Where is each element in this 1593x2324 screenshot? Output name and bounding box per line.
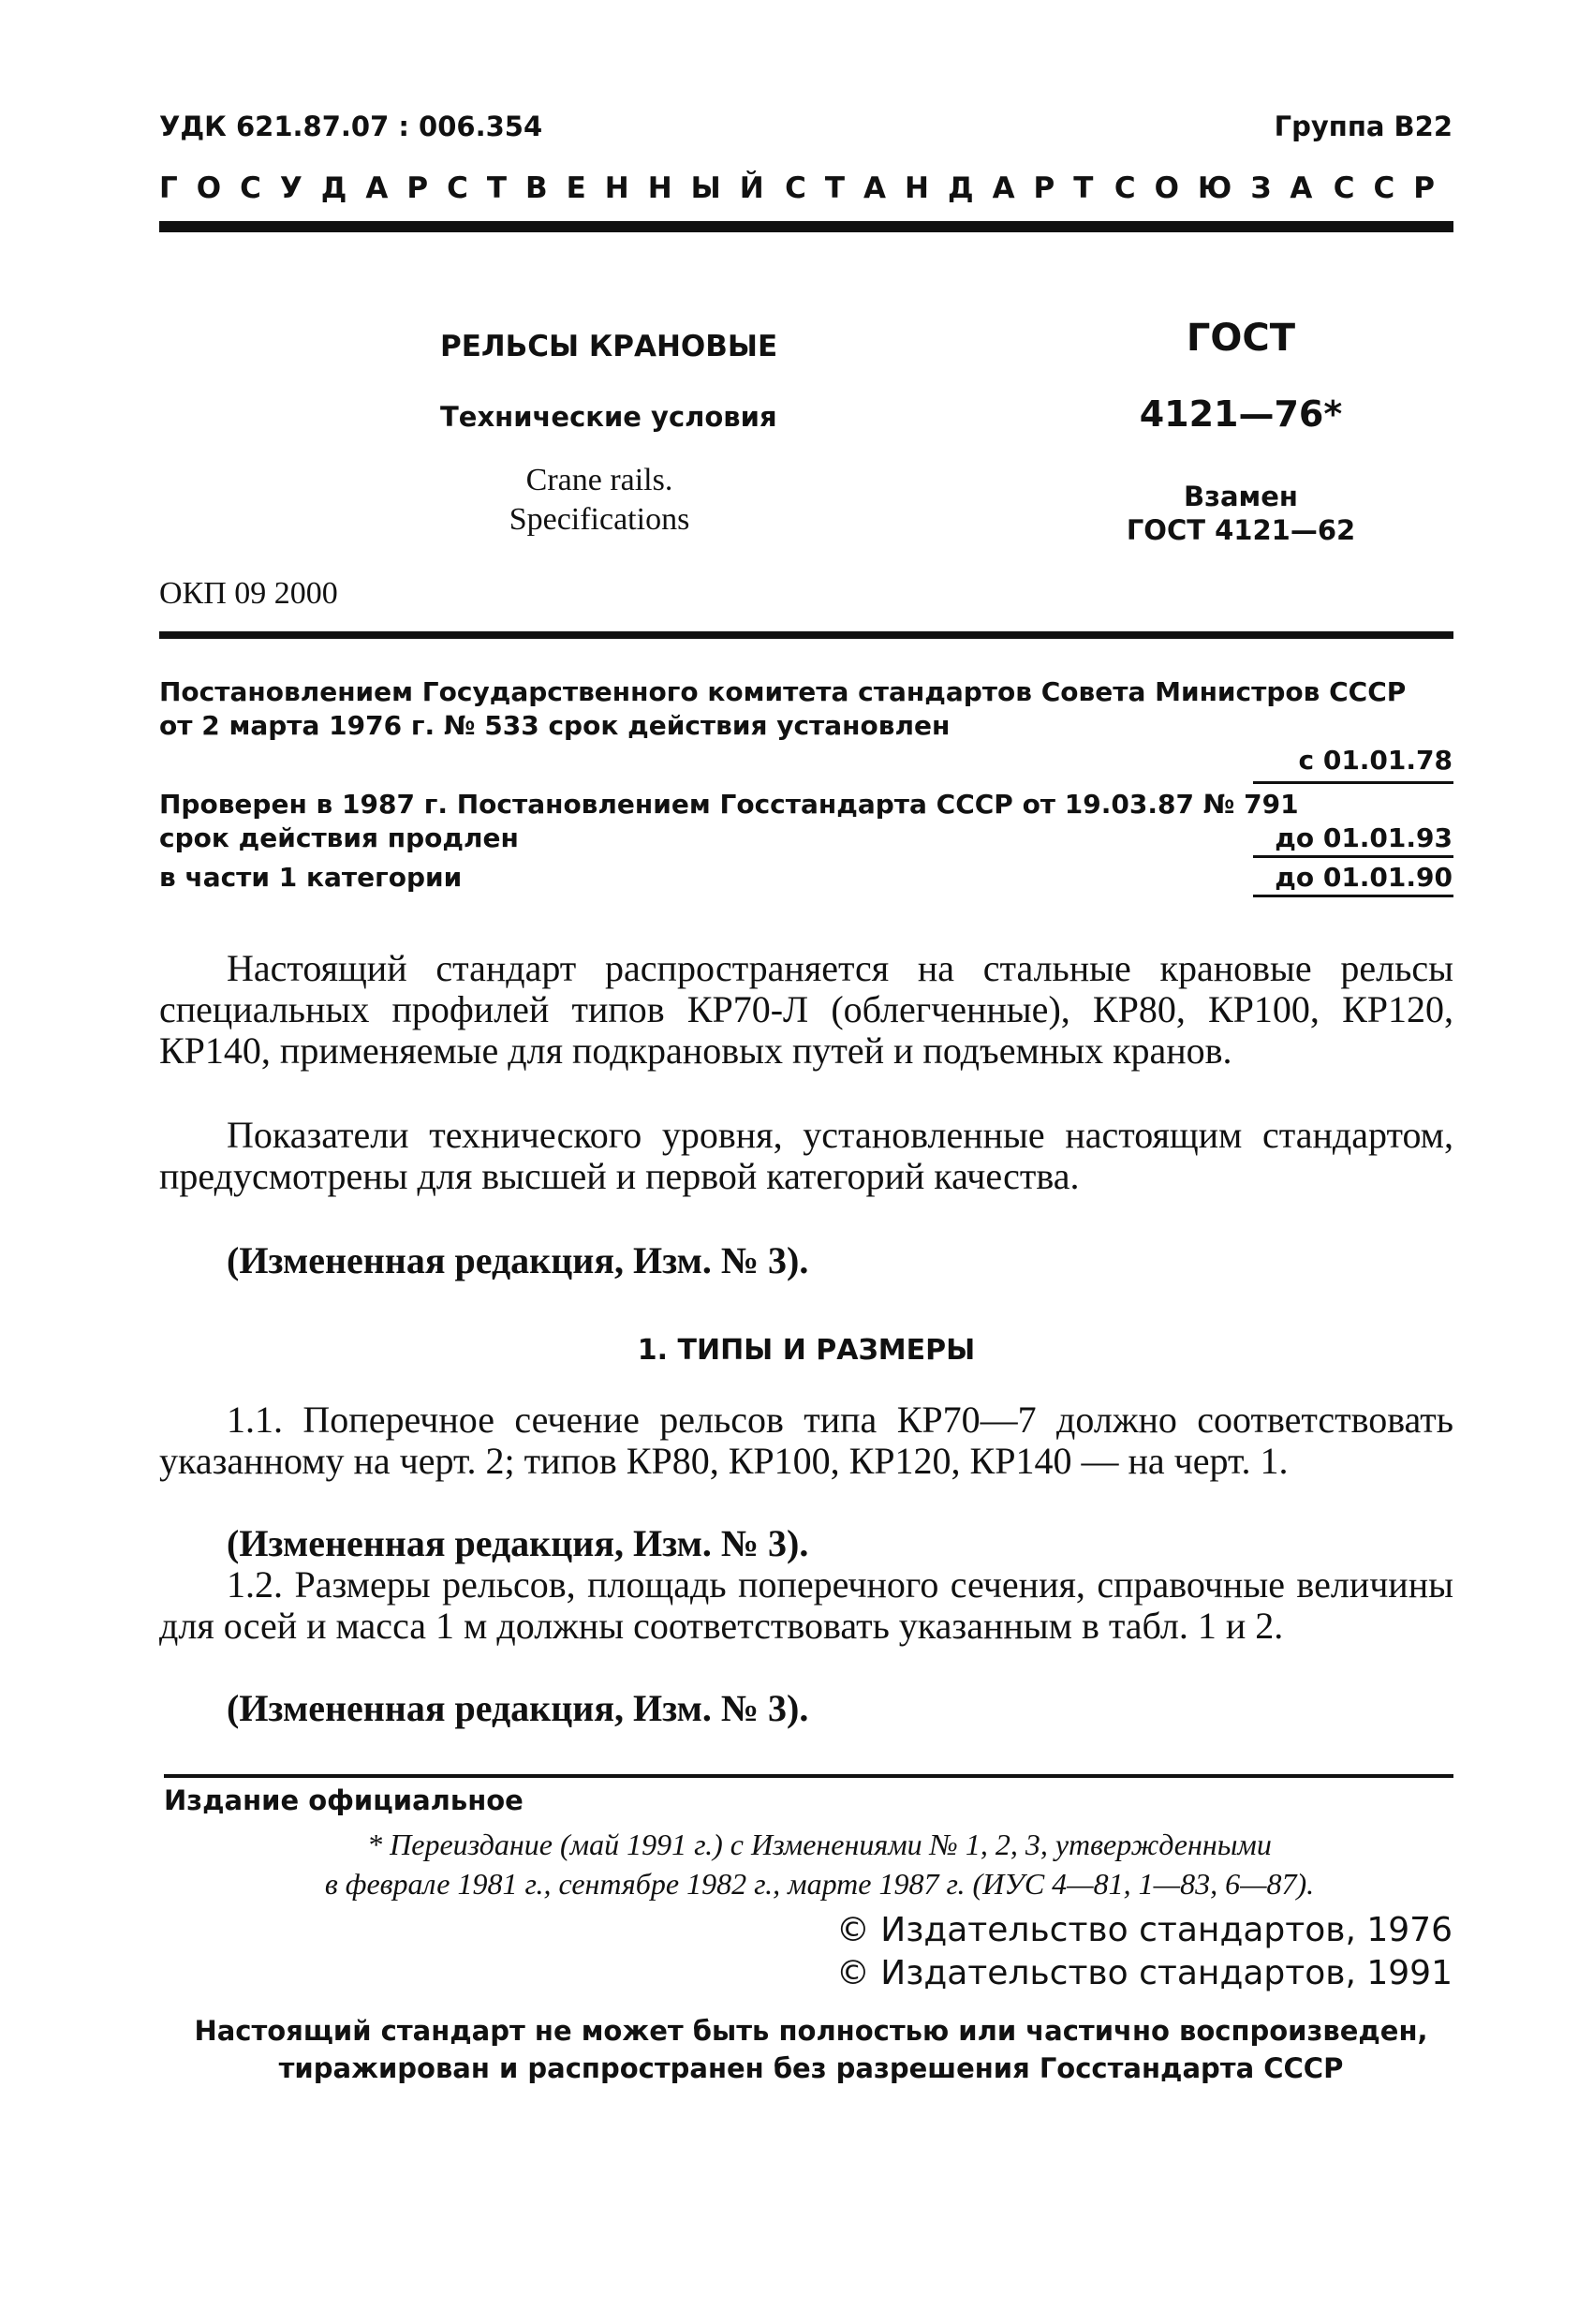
english-title-line2: Specifications bbox=[509, 502, 690, 537]
reproduction-notice bbox=[164, 2012, 1458, 2087]
english-title-line1: Crane rails. bbox=[525, 463, 673, 497]
gost-label: ГОСТ bbox=[1186, 317, 1296, 360]
english-title bbox=[440, 461, 759, 540]
replaces-value: ГОСТ 4121—62 bbox=[1126, 514, 1356, 546]
paragraph-scope: Настоящий стандарт распространяется на стальные крановые рельсы специальных профилей типов КР70-Л (облегченные), КР80, КР100, КР120, КР140, применяемые для подкрановых путей и подъемных кранов. bbox=[159, 947, 1453, 1072]
revision-note-1: (Измененная редакция, Изм. № 3). bbox=[227, 1239, 809, 1281]
decree-date-from: с 01.01.78 bbox=[1298, 745, 1453, 776]
revision-note-2: (Измененная редакция, Изм. № 3). bbox=[227, 1522, 809, 1564]
revision-note-3: (Измененная редакция, Изм. № 3). bbox=[227, 1687, 809, 1729]
reprint-note bbox=[197, 1825, 1442, 1903]
notice-line-1: Настоящий стандарт не может быть полностью или частично воспроизведен, bbox=[194, 2015, 1428, 2047]
footer-rule bbox=[164, 1774, 1453, 1778]
notice-line-2: тиражирован и распространен без разрешения Госстандарта СССР bbox=[278, 2052, 1344, 2084]
replaces-label: Взамен bbox=[1184, 481, 1298, 512]
paragraph-1-1: 1.1. Поперечное сечение рельсов типа КР70—7 должно соответствовать указанному на черт. 2; типов КР80, КР100, КР120, КР140 — на черт. 1. bbox=[159, 1399, 1453, 1482]
official-edition: Издание официальное bbox=[164, 1784, 524, 1816]
decree-rule-3 bbox=[1253, 895, 1453, 897]
section-title: 1. ТИПЫ И РАЗМЕРЫ bbox=[637, 1334, 976, 1367]
copyright-1976: © Издательство стандартов, 1976 bbox=[835, 1911, 1453, 1949]
decree-rule-2 bbox=[1253, 855, 1453, 858]
decree-line-1: Постановлением Государственного комитета стандартов Совета Министров СССР bbox=[159, 676, 1407, 707]
header-thick-rule bbox=[159, 221, 1453, 232]
decree-line-2: от 2 марта 1976 г. № 533 срок действия установлен bbox=[159, 710, 951, 741]
decree-extended-label: срок действия продлен bbox=[159, 822, 519, 853]
state-standard-banner bbox=[159, 171, 1453, 205]
document-subtitle: Технические условия bbox=[440, 401, 777, 433]
document-title: РЕЛЬСЫ КРАНОВЫЕ bbox=[440, 330, 778, 363]
reprint-line-2: в феврале 1981 г., сентябре 1982 г., марте 1987 г. (ИУС 4—81, 1—83, 6—87). bbox=[324, 1867, 1315, 1901]
gost-number: 4121—76* bbox=[1139, 393, 1343, 435]
banner-word-1: ГОСУДАРСТВЕННЫЙ bbox=[159, 171, 783, 205]
decree-category-date: до 01.01.90 bbox=[1275, 862, 1453, 893]
group-code: Группа В22 bbox=[1274, 111, 1453, 142]
decree-category-label: в части 1 категории bbox=[159, 862, 463, 893]
banner-word-2: СТАНДАРТ bbox=[785, 171, 1113, 205]
banner-word-4: ССР bbox=[1333, 171, 1453, 205]
title-block-rule bbox=[159, 631, 1453, 639]
copyright-1991: © Издательство стандартов, 1991 bbox=[835, 1954, 1453, 1992]
decree-checked-line: Проверен в 1987 г. Постановлением Госстандарта СССР от 19.03.87 № 791 bbox=[159, 789, 1299, 820]
udk-code: УДК 621.87.07 : 006.354 bbox=[159, 111, 543, 142]
reprint-line-1: * Переиздание (май 1991 г.) с Изменениями № 1, 2, 3, утвержденными bbox=[367, 1828, 1272, 1861]
paragraph-1-2: 1.2. Размеры рельсов, площадь поперечного сечения, справочные величины для осей и масса 1 м должны соответствовать указанным в табл. 1 и 2. bbox=[159, 1563, 1453, 1647]
replaces-block bbox=[1086, 480, 1395, 547]
banner-word-3: СОЮЗА bbox=[1114, 171, 1332, 205]
decree-extended-date: до 01.01.93 bbox=[1275, 822, 1453, 853]
okp-code: ОКП 09 2000 bbox=[159, 576, 338, 611]
paragraph-quality: Показатели технического уровня, установленные настоящим стандартом, предусмотрены для высшей и первой категорий качества. bbox=[159, 1114, 1453, 1197]
decree-rule-1 bbox=[1253, 781, 1453, 784]
